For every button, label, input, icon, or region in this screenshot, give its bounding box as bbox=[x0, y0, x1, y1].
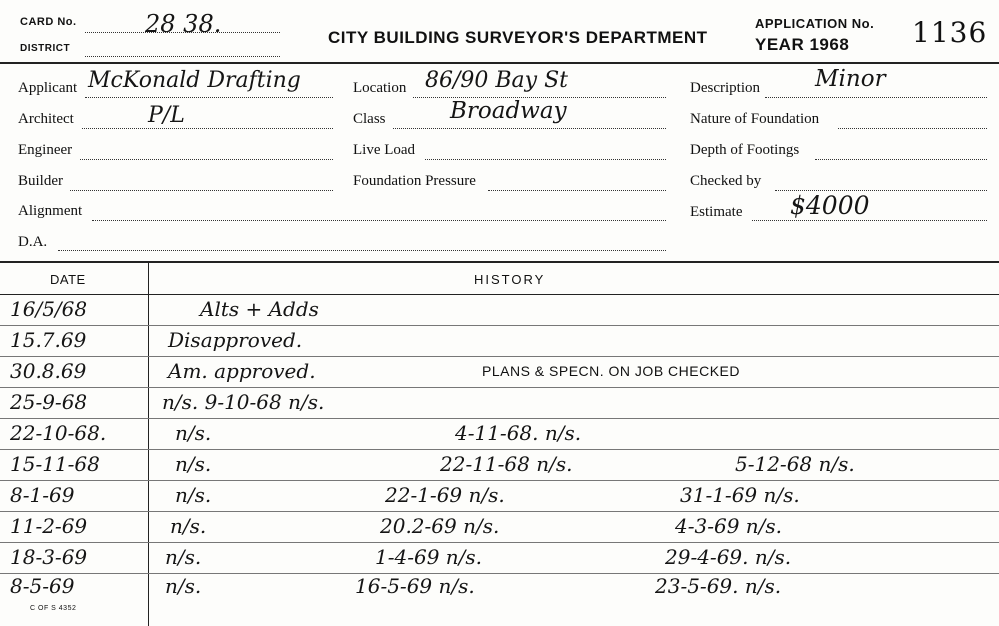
table-row bbox=[0, 359, 999, 385]
table-top-rule bbox=[0, 261, 999, 263]
row-divider bbox=[0, 542, 999, 543]
applicant-value: McKonald Drafting bbox=[88, 68, 301, 93]
year-label: YEAR 1968 bbox=[755, 35, 850, 54]
row-entry: n/s. bbox=[175, 483, 212, 507]
row-entry: Disapproved. bbox=[168, 328, 303, 352]
architect-value: P/L bbox=[148, 103, 185, 128]
estimate-label: Estimate bbox=[690, 204, 743, 220]
estimate-line bbox=[752, 220, 987, 221]
row-entry: n/s. 9-10-68 n/s. bbox=[162, 390, 325, 414]
table-row bbox=[0, 574, 999, 600]
table-row bbox=[0, 545, 999, 571]
depth-of-footings-line bbox=[815, 159, 987, 160]
row-entry: 1-4-69 n/s. bbox=[375, 545, 483, 569]
row-date: 15-11-68 bbox=[10, 452, 100, 476]
row-entry: 20.2-69 n/s. bbox=[380, 514, 500, 538]
history-header: HISTORY bbox=[474, 272, 546, 287]
row-entry: Am. approved. bbox=[168, 359, 316, 383]
description-line bbox=[765, 97, 987, 98]
application-no-value: 1136 bbox=[912, 16, 988, 49]
row-entry: n/s. bbox=[170, 514, 207, 538]
row-entry: 31-1-69 n/s. bbox=[680, 483, 800, 507]
nature-of-foundation-label: Nature of Foundation bbox=[690, 111, 820, 127]
applicant-line bbox=[85, 97, 333, 98]
row-date: 25-9-68 bbox=[10, 390, 88, 414]
row-divider bbox=[0, 356, 999, 357]
table-row bbox=[0, 483, 999, 509]
row-entry: n/s. bbox=[165, 574, 202, 598]
description-label: Description bbox=[690, 80, 760, 96]
application-no-label: APPLICATION No. bbox=[755, 16, 875, 31]
row-date: 18-3-69 bbox=[10, 545, 88, 569]
applicant-label: Applicant bbox=[18, 80, 78, 96]
row-entry: 4-3-69 n/s. bbox=[675, 514, 783, 538]
row-divider bbox=[0, 480, 999, 481]
engineer-label: Engineer bbox=[18, 142, 73, 158]
row-divider bbox=[0, 449, 999, 450]
table-row bbox=[0, 452, 999, 478]
alignment-line bbox=[92, 220, 666, 221]
header-rule bbox=[0, 62, 999, 64]
engineer-line bbox=[80, 159, 333, 160]
architect-label: Architect bbox=[18, 111, 74, 127]
class-line bbox=[393, 128, 666, 129]
row-divider bbox=[0, 387, 999, 388]
row-date: 30.8.69 bbox=[10, 359, 87, 383]
depth-of-footings-label: Depth of Footings bbox=[690, 142, 800, 158]
builder-label: Builder bbox=[18, 173, 63, 189]
architect-line bbox=[82, 128, 333, 129]
district-label: DISTRICT bbox=[20, 43, 71, 54]
district-line bbox=[85, 56, 280, 57]
card-no-label: CARD No. bbox=[20, 16, 77, 28]
row-entry: 5-12-68 n/s. bbox=[735, 452, 855, 476]
class-label: Class bbox=[353, 111, 386, 127]
row-entry: 22-1-69 n/s. bbox=[385, 483, 505, 507]
location-label: Location bbox=[353, 80, 407, 96]
row-date: 11-2-69 bbox=[10, 514, 88, 538]
foundation-pressure-line bbox=[488, 190, 666, 191]
live-load-label: Live Load bbox=[353, 142, 416, 158]
row-date: 15.7.69 bbox=[10, 328, 87, 352]
nature-of-foundation-line bbox=[838, 128, 987, 129]
row-divider bbox=[0, 325, 999, 326]
live-load-line bbox=[425, 159, 666, 160]
row-divider bbox=[0, 511, 999, 512]
date-header: DATE bbox=[50, 272, 86, 287]
row-entry: n/s. bbox=[175, 452, 212, 476]
row-entry: n/s. bbox=[165, 545, 202, 569]
row-date: 16/5/68 bbox=[10, 297, 88, 321]
table-row bbox=[0, 390, 999, 416]
da-label: D.A. bbox=[18, 234, 48, 250]
table-row bbox=[0, 328, 999, 354]
form-code: C OF S 4352 bbox=[30, 605, 77, 612]
checked-by-label: Checked by bbox=[690, 173, 762, 189]
header-row-rule bbox=[0, 294, 999, 295]
card-no-value: 28 38. bbox=[145, 10, 222, 38]
plans-checked-stamp: PLANS & SPECN. ON JOB CHECKED bbox=[482, 363, 741, 379]
row-date: 8-1-69 bbox=[10, 483, 75, 507]
row-entry: 16-5-69 n/s. bbox=[355, 574, 475, 598]
da-line bbox=[58, 250, 666, 251]
row-entry: n/s. bbox=[175, 421, 212, 445]
department-title: CITY BUILDING SURVEYOR'S DEPARTMENT bbox=[328, 28, 708, 47]
table-row bbox=[0, 421, 999, 447]
row-entry: 29-4-69. n/s. bbox=[665, 545, 792, 569]
builder-line bbox=[70, 190, 333, 191]
row-divider bbox=[0, 418, 999, 419]
row-entry: 22-11-68 n/s. bbox=[440, 452, 573, 476]
row-entry: Alts + Adds bbox=[200, 297, 319, 321]
table-row bbox=[0, 514, 999, 540]
row-entry: 4-11-68. n/s. bbox=[455, 421, 582, 445]
alignment-label: Alignment bbox=[18, 203, 83, 219]
table-row bbox=[0, 297, 999, 323]
description-value: Minor bbox=[815, 66, 886, 92]
row-date: 8-5-69 bbox=[10, 574, 75, 598]
row-entry: 23-5-69. n/s. bbox=[655, 574, 782, 598]
row-date: 22-10-68. bbox=[10, 421, 107, 445]
foundation-pressure-label: Foundation Pressure bbox=[353, 173, 476, 189]
location-value: 86/90 Bay St bbox=[425, 68, 569, 93]
location-line2-value: Broadway bbox=[450, 98, 567, 124]
estimate-value: $4000 bbox=[790, 191, 870, 220]
